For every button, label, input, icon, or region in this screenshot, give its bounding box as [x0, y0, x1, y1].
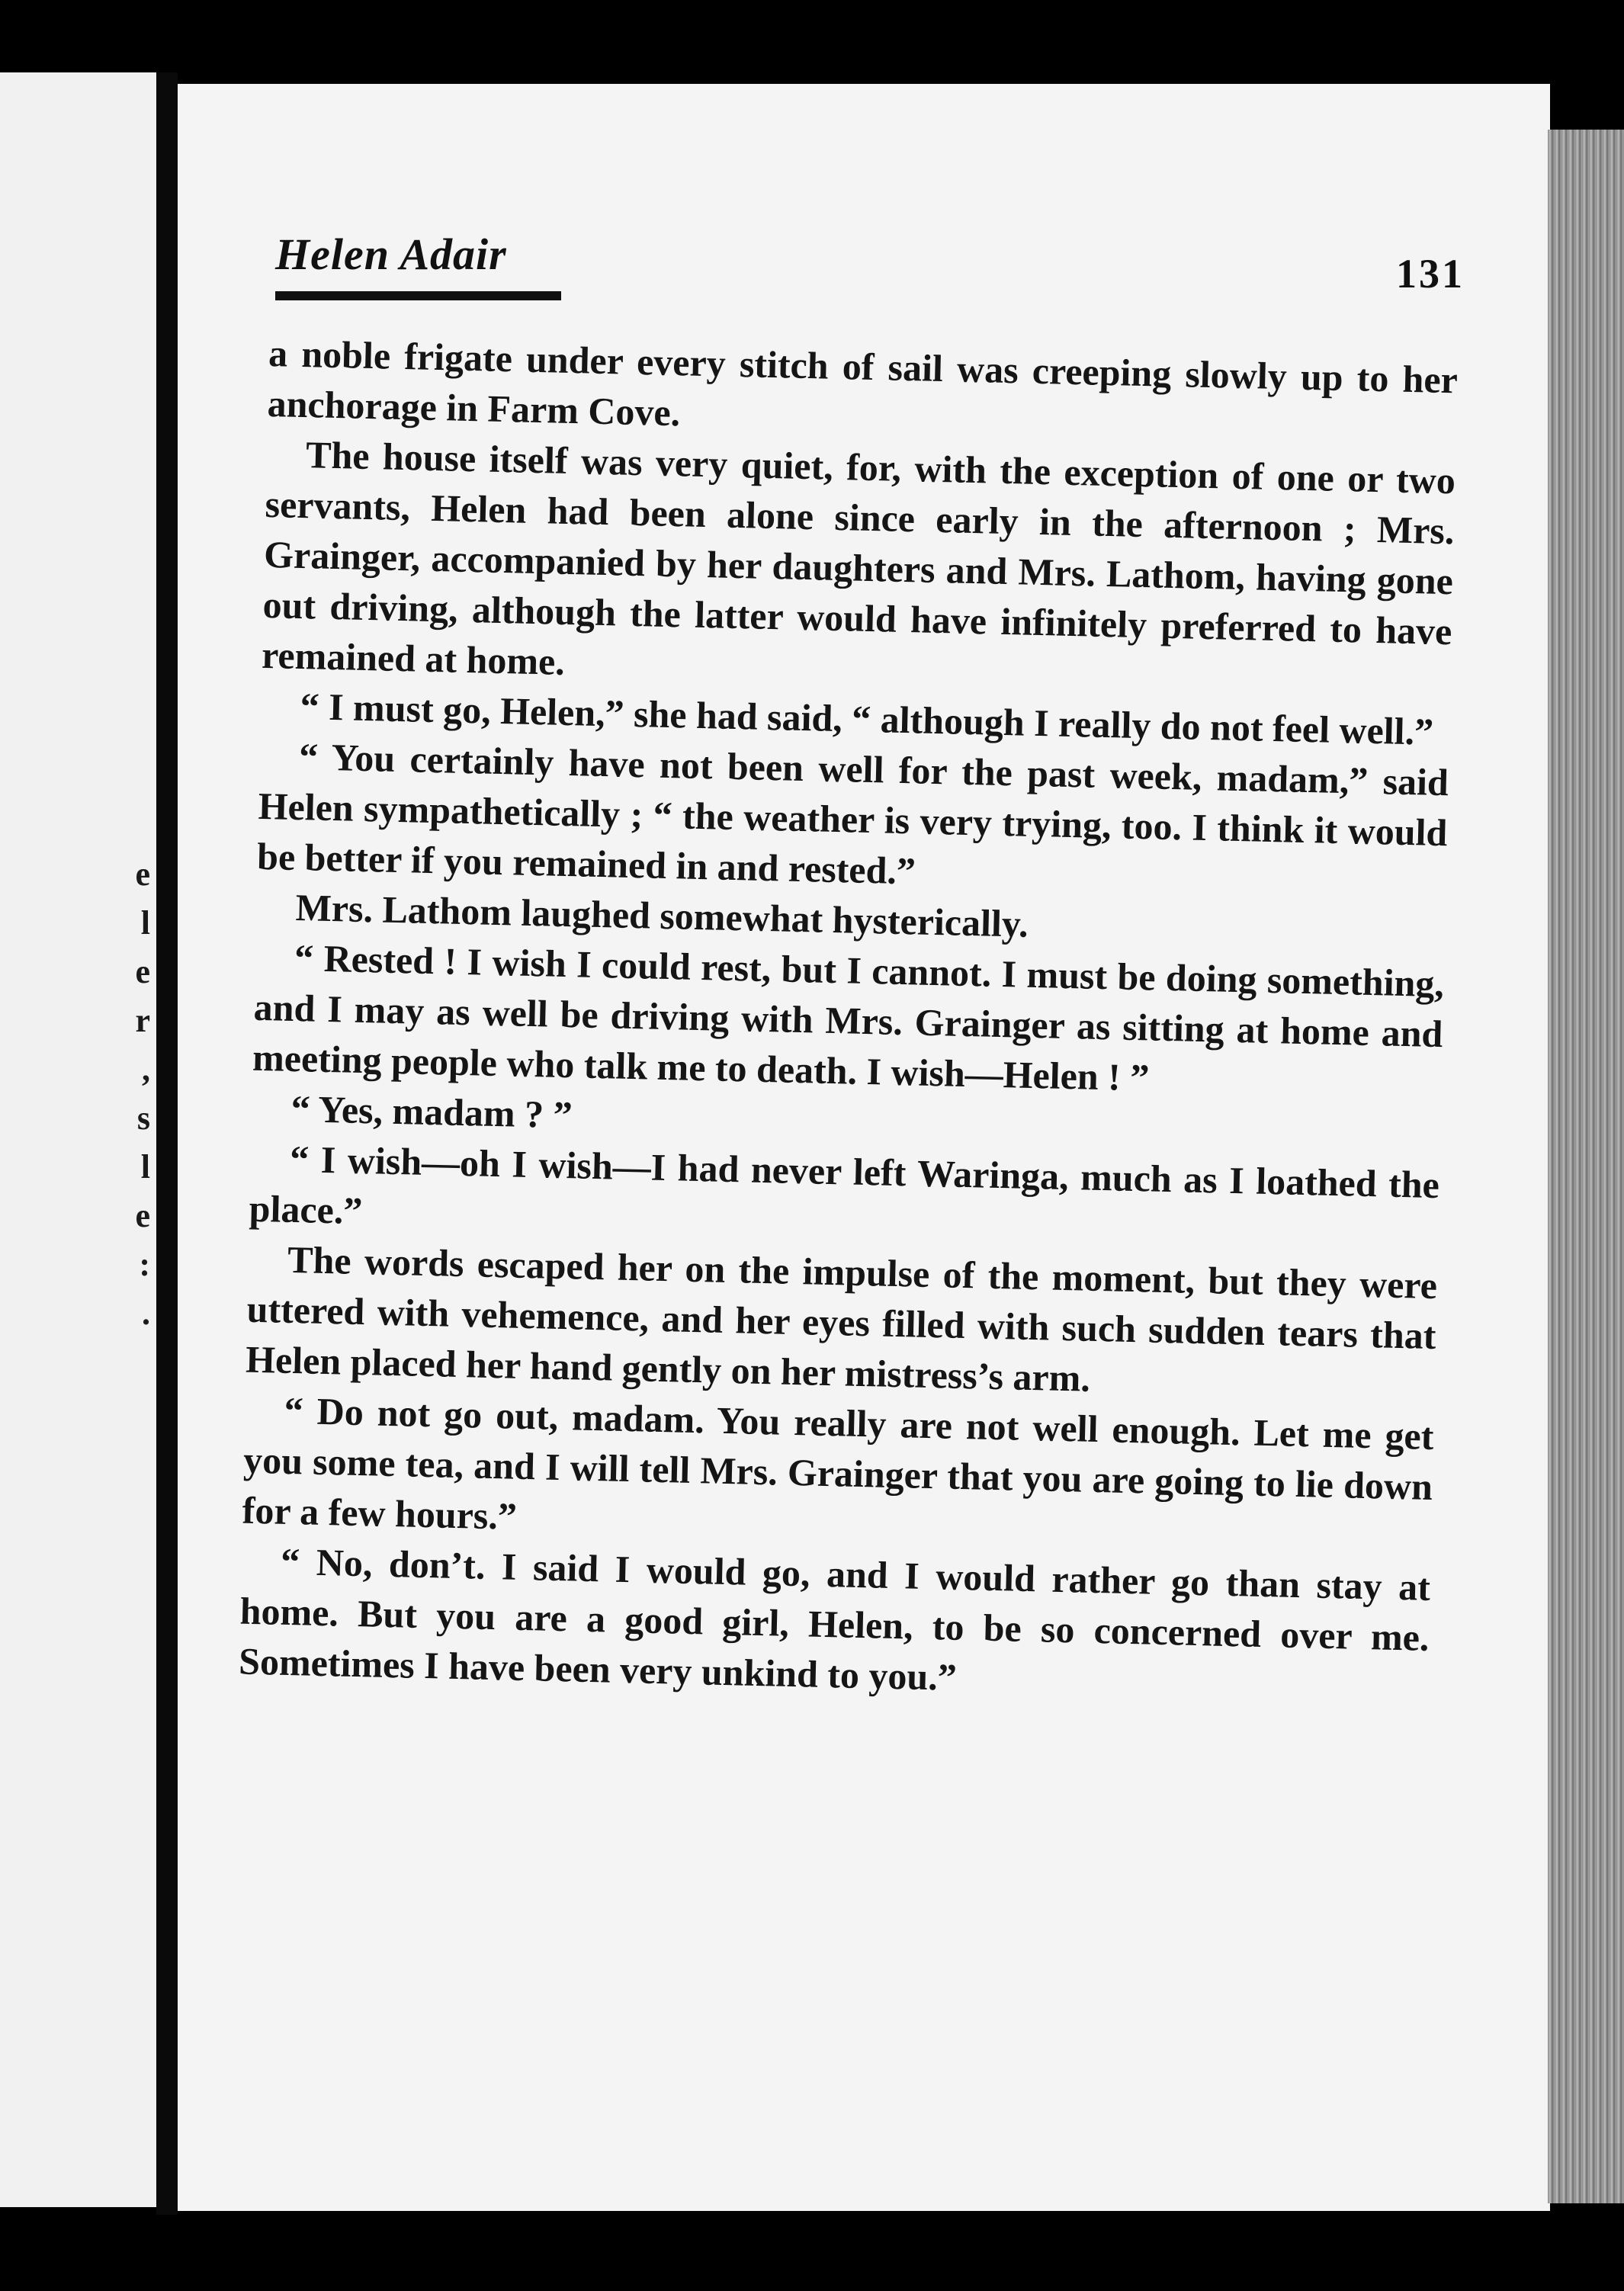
previous-page-text-fragments: [120, 850, 150, 1338]
page-header: [275, 229, 1465, 320]
book-gutter: [156, 72, 178, 2215]
paragraph: “ You certainly have not been well for the past week, madam,” said Helen sympathetically ; “ the weather is very trying, too. I think it would be better if you remained in and rested.”: [256, 735, 1449, 893]
previous-page: [0, 72, 156, 2207]
margin-fragment: :: [139, 1246, 150, 1283]
paragraph: “ No, don’t. I said I would go, and I would rather go than stay at home. But you are a good girl, Helen, to be so concerned over me. Sometimes I have been very unkind to you.”: [238, 1539, 1431, 1699]
margin-fragment: e: [135, 855, 150, 893]
margin-fragment: r: [135, 1002, 150, 1039]
margin-fragment: l: [140, 904, 150, 942]
margin-fragment: ,: [142, 1051, 150, 1088]
paragraph: “ I must go, Helen,” she had said, “ although I really do not feel well.”: [300, 685, 1434, 753]
margin-fragment: s: [136, 1099, 150, 1137]
paragraph: “ Yes, madam ? ”: [290, 1086, 573, 1137]
page-number: 131: [1396, 251, 1465, 297]
paragraph: “ Do not go out, madam. You really are not well enough. Let me get you some tea, and I will tell Mrs. Grainger that you are going to lie down for a few hours.”: [242, 1388, 1435, 1538]
margin-fragment: e: [135, 953, 150, 990]
paragraph: The words escaped her on the impulse of the moment, but they were uttered with vehemence, and her eyes filled with such sudden tears that Helen placed her hand gently on her mistress’s arm.: [245, 1237, 1438, 1400]
paragraph: “ I wish—oh I wish—I had never left Waringa, much as I loathed the place.”: [249, 1137, 1440, 1233]
page-edges: [1548, 130, 1624, 2203]
margin-fragment: e: [135, 1197, 150, 1234]
running-title: Helen Adair: [275, 229, 507, 279]
book-page: [178, 84, 1550, 2211]
margin-fragment: .: [142, 1295, 150, 1332]
paragraph: The house itself was very quiet, for, with the exception of one or two servants, Helen had been alone since early in the afternoon ; Mrs. Grainger, accompanied by her daughters and Mrs. Lathom, having gone out driving, although the latter would have infinitely preferred to have remained at home.: [261, 433, 1456, 683]
body-text: [239, 328, 1459, 1713]
paragraph: a noble frigate under every stitch of sail was creeping slowly up to her anchorage in Farm Cove.: [267, 331, 1459, 435]
paragraph: Mrs. Lathom laughed somewhat hysterically.: [295, 885, 1029, 945]
margin-fragment: l: [140, 1148, 150, 1186]
title-underline: [275, 291, 561, 300]
paragraph: “ Rested ! I wish I could rest, but I cannot. I must be doing something, and I may as well be driving with Mrs. Grainger as sitting at home and meeting people who talk me to death. I wish—Helen ! ”: [252, 935, 1445, 1099]
